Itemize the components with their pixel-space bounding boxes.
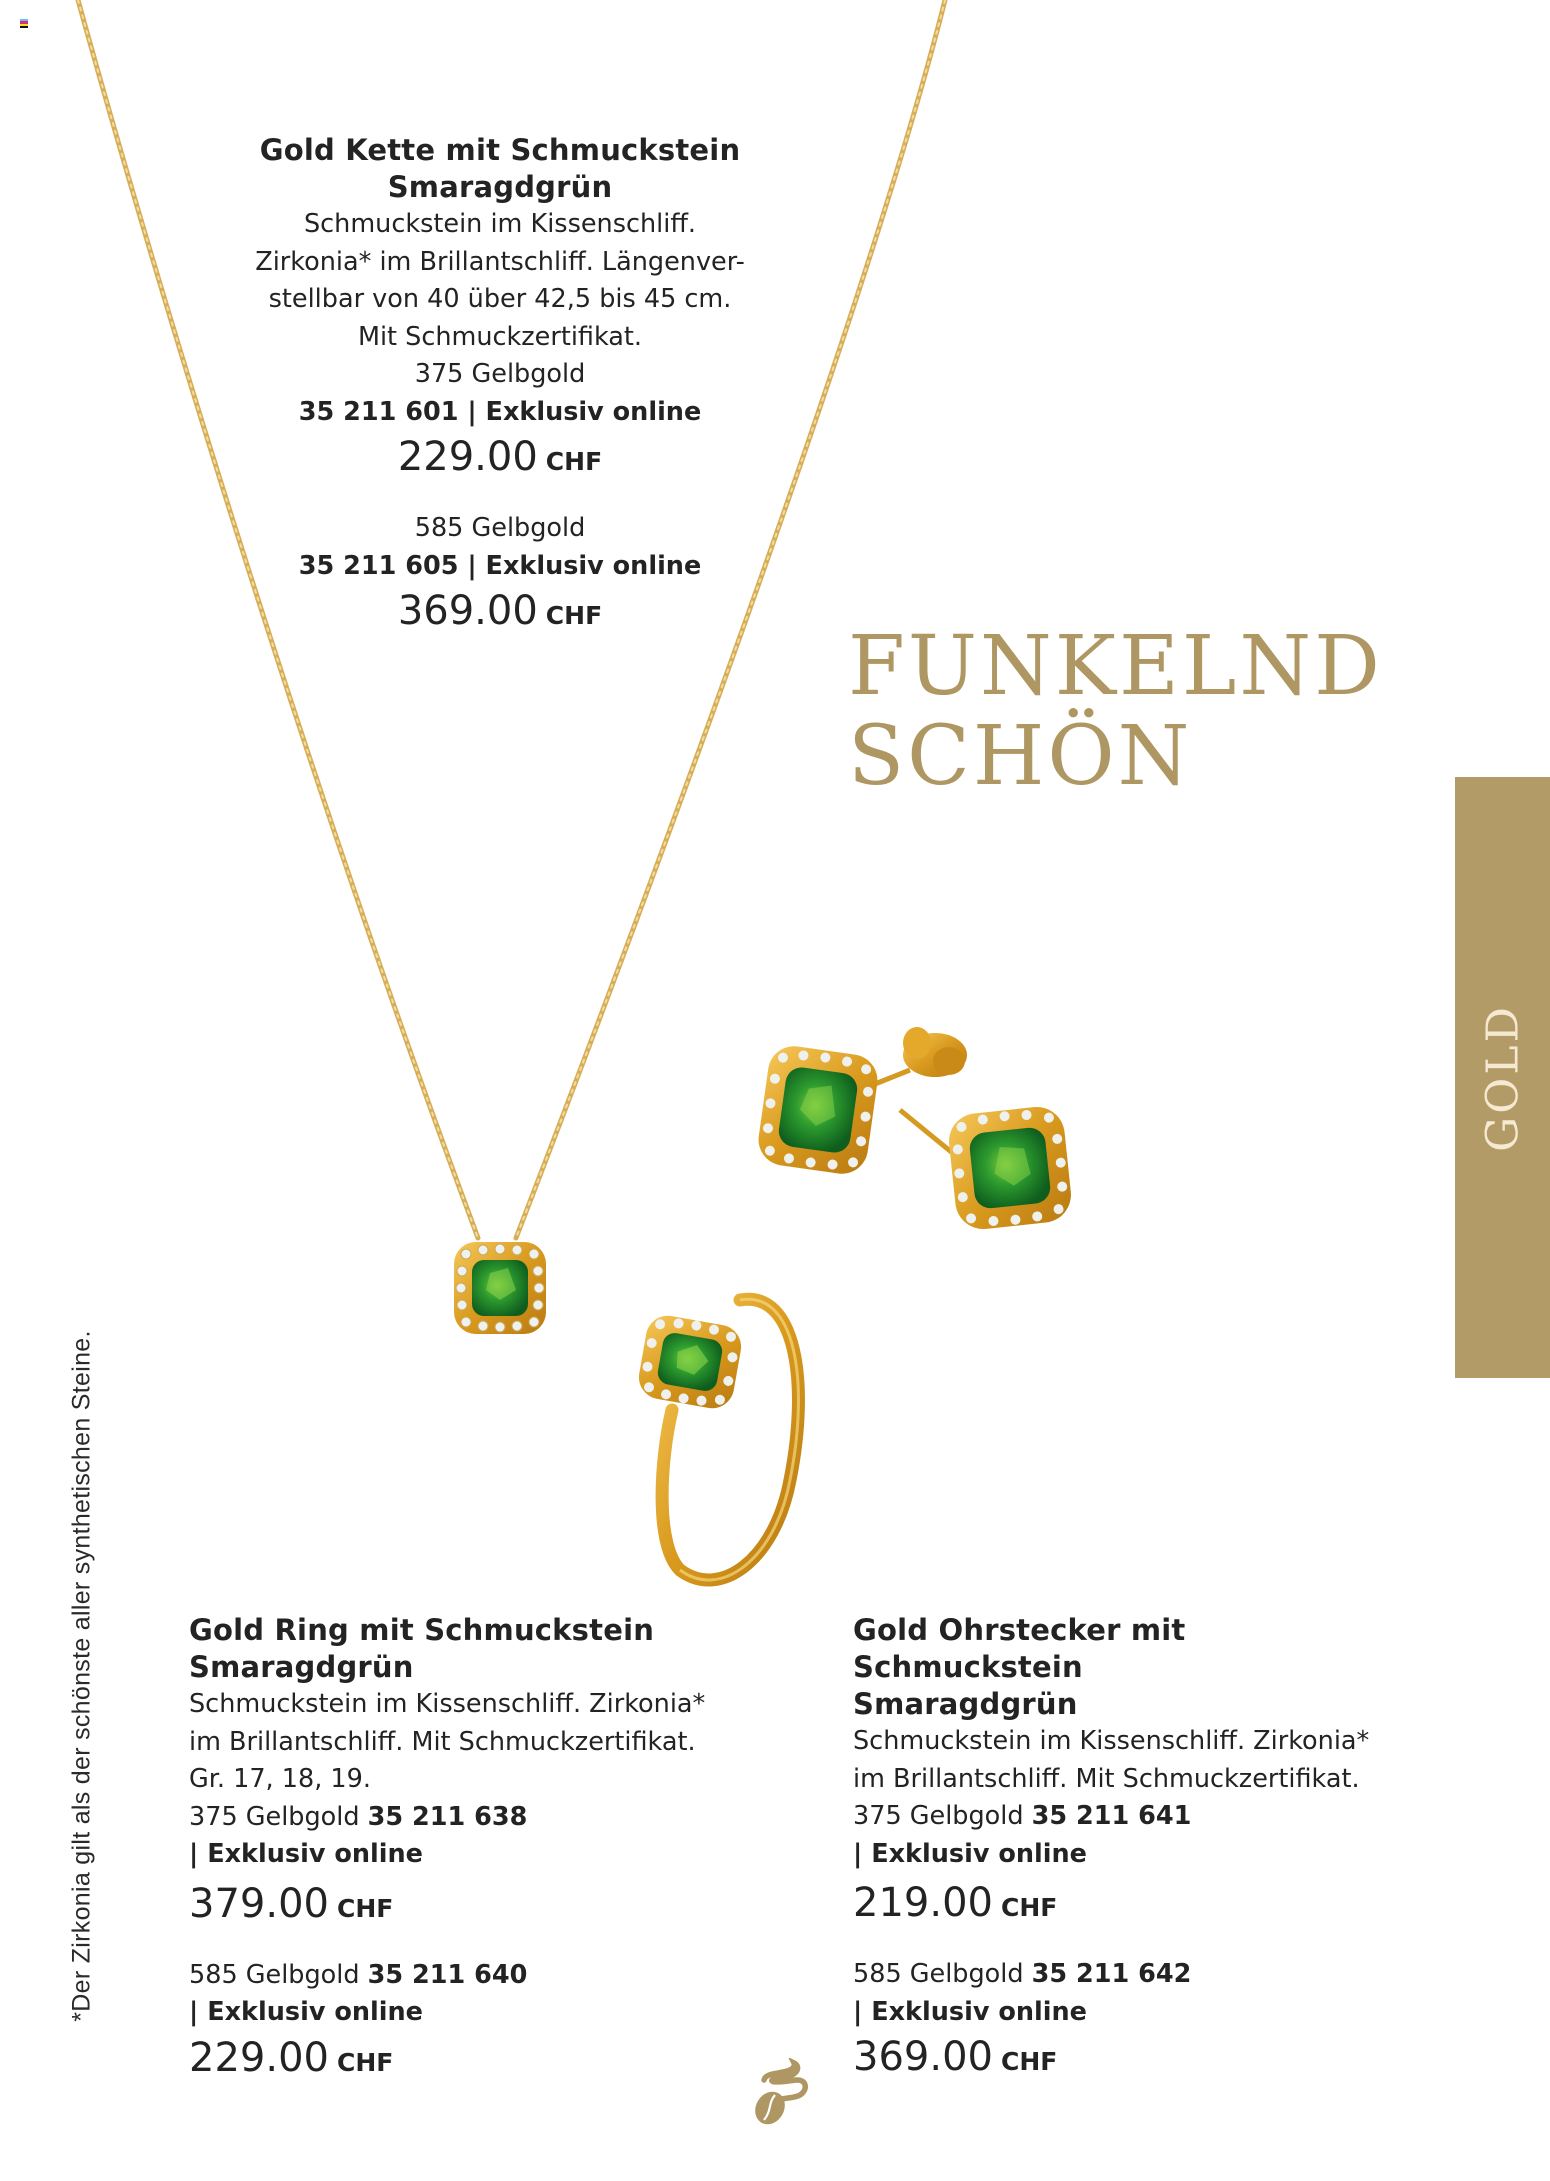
variant-material: 585 Gelbgold bbox=[414, 513, 586, 543]
price-value: 219.00 bbox=[853, 1880, 993, 1926]
headline-line1: FUNKELND bbox=[848, 619, 1383, 714]
article-number: 35 211 640 bbox=[367, 1959, 528, 1990]
availability-label: | Exklusiv online bbox=[853, 1996, 1087, 2027]
availability-label: | Exklusiv online bbox=[189, 1839, 423, 1869]
variant-material: 585 Gelbgold bbox=[189, 1959, 360, 1990]
price-value: 229.00 bbox=[397, 434, 538, 480]
price-value: 229.00 bbox=[189, 2034, 329, 2081]
price bbox=[853, 2031, 1413, 2088]
price-value: 369.00 bbox=[853, 2034, 993, 2080]
variant-material-code bbox=[189, 1799, 749, 1837]
product-title: Gold Ring mit Schmuckstein bbox=[189, 1613, 655, 1647]
product-description: Schmuckstein im Kissenschliff. bbox=[303, 209, 697, 239]
price-value: 379.00 bbox=[189, 1880, 329, 1927]
price-currency: CHF bbox=[336, 2047, 394, 2077]
price-currency: CHF bbox=[1000, 1893, 1058, 1922]
availability-label: | Exklusiv online bbox=[853, 1838, 1087, 1869]
variant-material: 585 Gelbgold bbox=[853, 1959, 1024, 1989]
earring-back-butterfly bbox=[903, 1027, 967, 1077]
product-description: Zirkonia* im Brillantschliff. Längenver- bbox=[255, 246, 745, 277]
product-title: Smaragdgrün bbox=[853, 1687, 1078, 1721]
product-description: stellbar von 40 über 42,5 bis 45 cm. bbox=[268, 284, 732, 314]
price-currency: CHF bbox=[545, 447, 603, 476]
section-tab-gold bbox=[1455, 777, 1550, 1378]
variant-code bbox=[230, 548, 770, 586]
product-ring bbox=[189, 1612, 749, 2089]
price bbox=[230, 431, 770, 488]
product-earrings bbox=[853, 1612, 1413, 2088]
necklace-pendant bbox=[454, 1242, 546, 1334]
availability-label: | Exklusiv online bbox=[189, 1997, 423, 2027]
footnote-zirkonia: *Der Zirkonia gilt als der schönste aller synthetischen Steine. bbox=[67, 1330, 96, 2022]
variant-material-code bbox=[189, 1957, 749, 1995]
variant-material: 375 Gelbgold bbox=[853, 1801, 1024, 1831]
coffee-bean-swirl-logo-icon bbox=[742, 2058, 810, 2126]
availability-label: | Exklusiv online bbox=[467, 396, 702, 427]
product-description: im Brillantschliff. Mit Schmuckzertifikat. bbox=[853, 1763, 1360, 1794]
variant-material: 375 Gelbgold bbox=[189, 1801, 360, 1832]
product-title: Smaragdgrün bbox=[189, 1650, 414, 1684]
price bbox=[189, 1878, 749, 1935]
earring-right bbox=[946, 1104, 1073, 1231]
article-number: 35 211 642 bbox=[1031, 1959, 1192, 1989]
product-title: Gold Ohrstecker mit Schmuckstein bbox=[853, 1613, 1186, 1684]
price bbox=[189, 2032, 749, 2089]
article-number: 35 211 601 bbox=[298, 396, 459, 427]
product-description: Gr. 17, 18, 19. bbox=[189, 1764, 371, 1794]
headline-line2: SCHÖN bbox=[848, 709, 1193, 804]
price bbox=[230, 585, 770, 642]
product-description: Schmuckstein im Kissenschliff. Zirkonia* bbox=[853, 1726, 1370, 1756]
product-title: Smaragdgrün bbox=[387, 170, 613, 204]
variant-material: 375 Gelbgold bbox=[414, 359, 586, 389]
availability-label: | Exklusiv online bbox=[467, 550, 702, 581]
variant-material-code bbox=[853, 1798, 1413, 1836]
product-description: im Brillantschliff. Mit Schmuckzertifikat. bbox=[189, 1726, 696, 1757]
headline bbox=[848, 619, 1383, 804]
variant-code bbox=[230, 394, 770, 432]
section-tab-label: GOLD bbox=[1477, 1003, 1528, 1152]
earring-post bbox=[900, 1110, 955, 1155]
earring-left bbox=[755, 1043, 881, 1177]
article-number: 35 211 638 bbox=[367, 1801, 528, 1832]
price bbox=[853, 1877, 1413, 1934]
ring bbox=[635, 1299, 798, 1580]
price-currency: CHF bbox=[1000, 2047, 1058, 2076]
price-currency: CHF bbox=[336, 1893, 394, 1923]
product-title: Gold Kette mit Schmuckstein bbox=[259, 133, 741, 167]
price-currency: CHF bbox=[545, 601, 603, 630]
article-number: 35 211 641 bbox=[1031, 1801, 1192, 1831]
product-necklace bbox=[230, 132, 770, 642]
product-description: Schmuckstein im Kissenschliff. Zirkonia* bbox=[189, 1689, 706, 1719]
article-number: 35 211 605 bbox=[298, 550, 459, 581]
price-value: 369.00 bbox=[397, 588, 538, 634]
variant-material-code bbox=[853, 1956, 1413, 1994]
product-description: Mit Schmuckzertifikat. bbox=[357, 321, 643, 352]
